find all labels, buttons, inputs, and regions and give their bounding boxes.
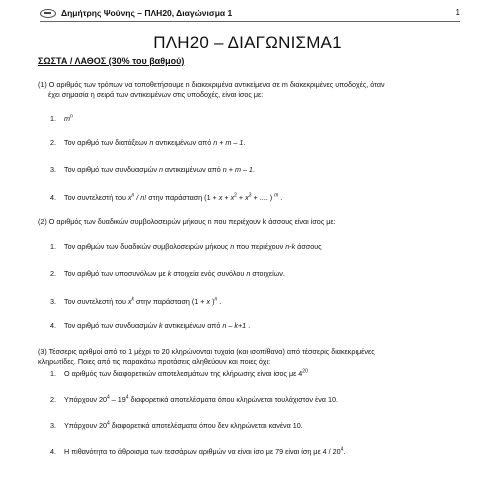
question-3-line-2: κληρωτίδες. Ποιες από τις παρακάτω προτάσεις αληθεύουν και ποιες όχι:	[38, 357, 271, 366]
question-3-option-2: 2. Υπάρχουν $20^4 - 19^4$ διαφορετικά αποτελέσματα όπου κληρώνεται τουλάχιστον ένα 10.	[50, 395, 338, 405]
option-text: Τον αριθμό των διατάξεων n αντικειμένων από n + m – 1.	[64, 138, 246, 147]
question-1-line-2: έχει σημασία η σειρά των αντικειμένων στις υποδοχές, είναι ίσος με:	[48, 90, 264, 99]
question-1-option-1: 1. $m^n$	[50, 114, 73, 124]
question-1-option-2: 2. Τον αριθμό των διατάξεων n αντικειμένων από n + m – 1.	[50, 138, 246, 147]
page-title: ΠΛΗ20 – ΔΙΑΓΩΝΙΣΜΑ1	[153, 33, 342, 52]
option-text: Τον αριθμό των συνδυασμών k αντικειμένων από n – k+1 .	[64, 321, 251, 330]
header-text: Δημήτρης Ψούνης – ΠΛΗ20, Διαγώνισμα 1	[61, 8, 233, 18]
option-text: Τον αριθμών των δυαδικών συμβολοσειρών μήκους n που περιέχουν n-k άσσους	[64, 242, 322, 251]
logo-icon	[40, 9, 56, 18]
question-3-option-4: 4. Η πιθανότητα το άθροισμα των τεσσάρων αριθμών να είναι ίσο με 79 είναι ίση με $4 / 20^4$.	[50, 447, 346, 457]
option-text: Τον συντελεστή του $x^n$ / n! στην παράσταση ($1 + x + x^2 + x^3$ + .... ) $^m$ .	[64, 193, 283, 203]
page-number: 1	[455, 8, 460, 17]
option-text: $m^n$	[64, 114, 73, 124]
question-1-option-4: 4. Τον συντελεστή του $x^n$ / n! στην παράσταση ($1 + x + x^2 + x^3$ + .... ) $^m$ .	[50, 193, 283, 203]
option-text: Τον αριθμό των συνδυασμών n αντικειμένων από n + m – 1.	[64, 165, 255, 174]
question-2-option-2: 2. Τον αριθμό των υποσυνόλων με k στοιχεία ενός συνόλου n στοιχείων.	[50, 269, 285, 278]
question-2-text	[38, 217, 458, 227]
question-1-line-1: (1) Ο αριθμός των τρόπων να τοποθετήσουμε n διακεκριμένα αντικείμενα σε m διακεκριμένες υποδοχές, όταν	[38, 80, 385, 89]
option-text: Τον συντελεστή του $x^k$ στην παράσταση (1 + x )$^n$ .	[64, 297, 222, 307]
option-text: Υπάρχουν $20^4 - 19^4$ διαφορετικά αποτελέσματα όπου κληρώνεται τουλάχιστον ένα 10.	[64, 395, 338, 405]
question-2-option-1: 1. Τον αριθμών των δυαδικών συμβολοσειρών μήκους n που περιέχουν n-k άσσους	[50, 242, 322, 251]
question-2-line-1: (2) Ο αριθμός των δυαδικών συμβολοσειρών μήκους n που περιέχουν k άσσους είναι ίσος με:	[38, 217, 336, 226]
option-text: Τον αριθμό των υποσυνόλων με k στοιχεία ενός συνόλου n στοιχείων.	[64, 269, 285, 278]
question-3-option-3: 3. Υπάρχουν $20^4$ διαφορετικά αποτελέσματα όπου δεν κληρώνεται κανένα 10.	[50, 421, 303, 431]
option-text: Η πιθανότητα το άθροισμα των τεσσάρων αριθμών να είναι ίσο με 79 είναι ίση με $4 / 20^4$.	[64, 447, 346, 457]
question-3-option-1: 1. Ο αριθμός των διαφορετικών αποτελεσμάτων της κλήρωσης είναι ίσος με $4^{20}$	[50, 369, 308, 379]
question-1-text	[38, 80, 458, 100]
option-text: Ο αριθμός των διαφορετικών αποτελεσμάτων της κλήρωσης είναι ίσος με $4^{20}$	[64, 369, 308, 379]
page-header	[40, 5, 460, 22]
question-2-option-4: 4. Τον αριθμό των συνδυασμών k αντικειμένων από n – k+1 .	[50, 321, 251, 330]
option-text: Υπάρχουν $20^4$ διαφορετικά αποτελέσματα όπου δεν κληρώνεται κανένα 10.	[64, 421, 303, 431]
question-3-text	[38, 347, 458, 367]
question-1-option-3: 3. Τον αριθμό των συνδυασμών n αντικειμένων από n + m – 1.	[50, 165, 255, 174]
question-3-line-1: (3) Τέσσερις αριθμοί από το 1 μέχρι το 20 κληρώνονται τυχαία (και ισοπίθανα) από τέσσερις διακεκριμένες	[38, 347, 375, 356]
question-2-option-3: 3. Τον συντελεστή του $x^k$ στην παράσταση (1 + x )$^n$ .	[50, 297, 222, 307]
section-subtitle: ΣΩΣΤΑ / ΛΑΘΟΣ (30% του βαθμού)	[38, 56, 185, 66]
